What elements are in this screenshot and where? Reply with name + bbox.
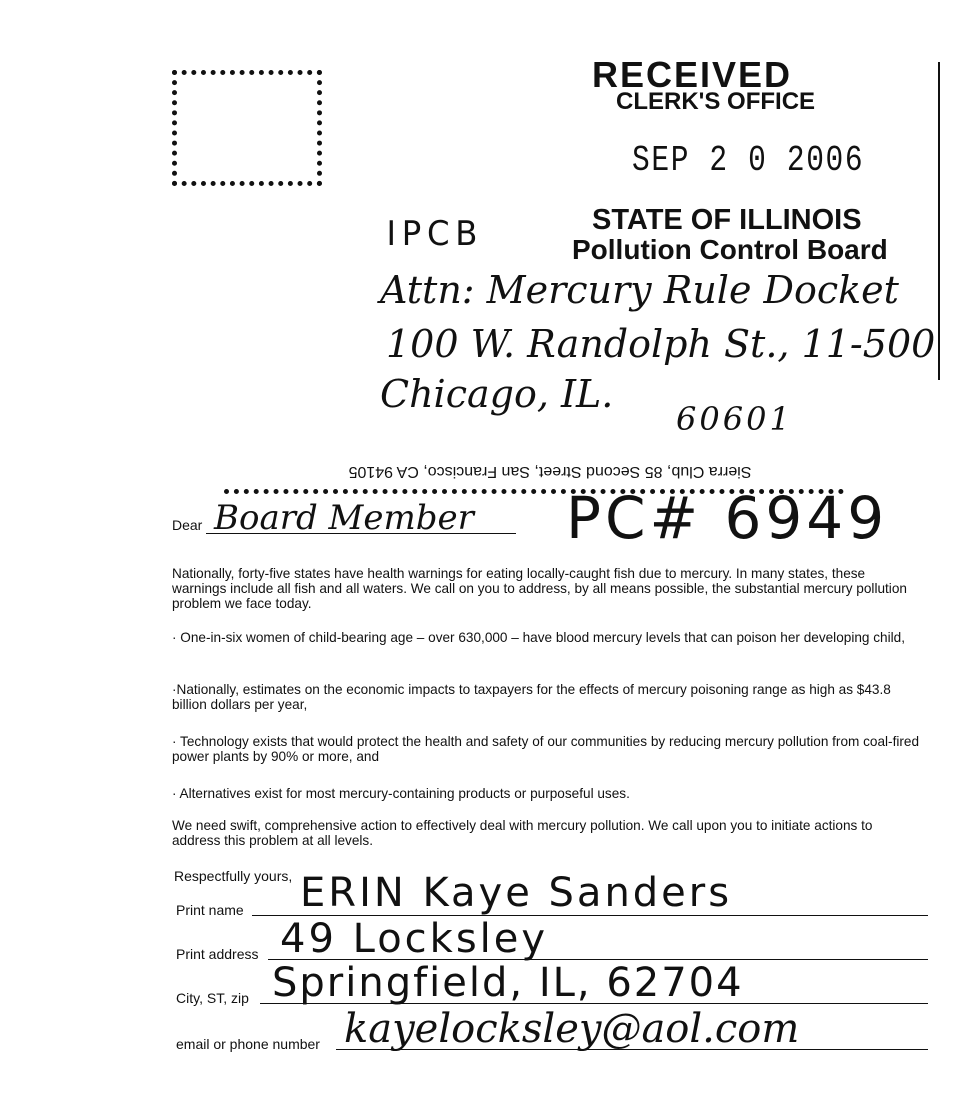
received-stamp: RECEIVED xyxy=(592,54,793,95)
paragraph-intro: Nationally, forty-five states have health warnings for eating locally-caught fish due to mercury. In many states, these warnings include all fish and all waters. We call on you to address, by all means possible, the substantial mercury pollution problem we face today. xyxy=(172,566,907,611)
print-name-label: Print name xyxy=(176,902,244,918)
agency-state: STATE OF ILLINOIS xyxy=(592,204,862,236)
email-phone-label: email or phone number xyxy=(176,1036,320,1052)
attention-handwritten: Attn: Mercury Rule Docket xyxy=(380,268,899,312)
zip-handwritten: 60601 xyxy=(676,400,793,438)
email-phone-value: kayelocksley@aol.com xyxy=(344,1006,800,1052)
print-address-value: 49 Locksley xyxy=(280,916,549,962)
postage-stamp-box xyxy=(172,70,322,186)
clerks-office-stamp: CLERK'S OFFICE xyxy=(616,88,816,115)
greeting-name-handwritten: Board Member xyxy=(214,498,474,538)
bullet-alternatives: · Alternatives exist for most mercury-containing products or purposeful uses. xyxy=(172,786,630,801)
city-state-zip-label: City, ST, zip xyxy=(176,990,249,1006)
print-address-label: Print address xyxy=(176,946,259,962)
bullet-economic: ·Nationally, estimates on the economic impacts to taxpayers for the effects of mercury poisoning range as high as $43.8 billion dollars per year, xyxy=(172,682,891,712)
print-name-value: ERIN Kaye Sanders xyxy=(300,870,733,916)
received-date: SEP 2 0 2006 xyxy=(632,140,865,181)
city-handwritten: Chicago, IL. xyxy=(380,372,614,416)
closing: Respectfully yours, xyxy=(174,868,293,884)
paragraph-call-to-action: We need swift, comprehensive action to effectively deal with mercury pollution. We call upon you to initiate actions to address this problem at all levels. xyxy=(172,818,873,848)
docket-note-handwritten: PC# 6949 xyxy=(566,484,889,552)
bullet-women: · One-in-six women of child-bearing age – over 630,000 – have blood mercury levels that can poison her developing child, xyxy=(172,630,905,645)
return-address-inverted: Sierra Club, 85 Second Street, San Francisco, CA 94105 xyxy=(348,463,752,480)
street-handwritten: 100 W. Randolph St., 11-500 xyxy=(386,322,936,366)
page-edge-rule xyxy=(938,62,940,380)
city-state-zip-value: Springfield, IL, 62704 xyxy=(272,960,744,1006)
agency-board: Pollution Control Board xyxy=(572,234,888,265)
bullet-technology: · Technology exists that would protect the health and safety of our communities by reducing mercury pollution from coal-fired power plants by 90% or more, and xyxy=(172,734,920,764)
greeting-label: Dear xyxy=(172,517,203,533)
recipient-handwritten: IPCB xyxy=(386,214,484,254)
